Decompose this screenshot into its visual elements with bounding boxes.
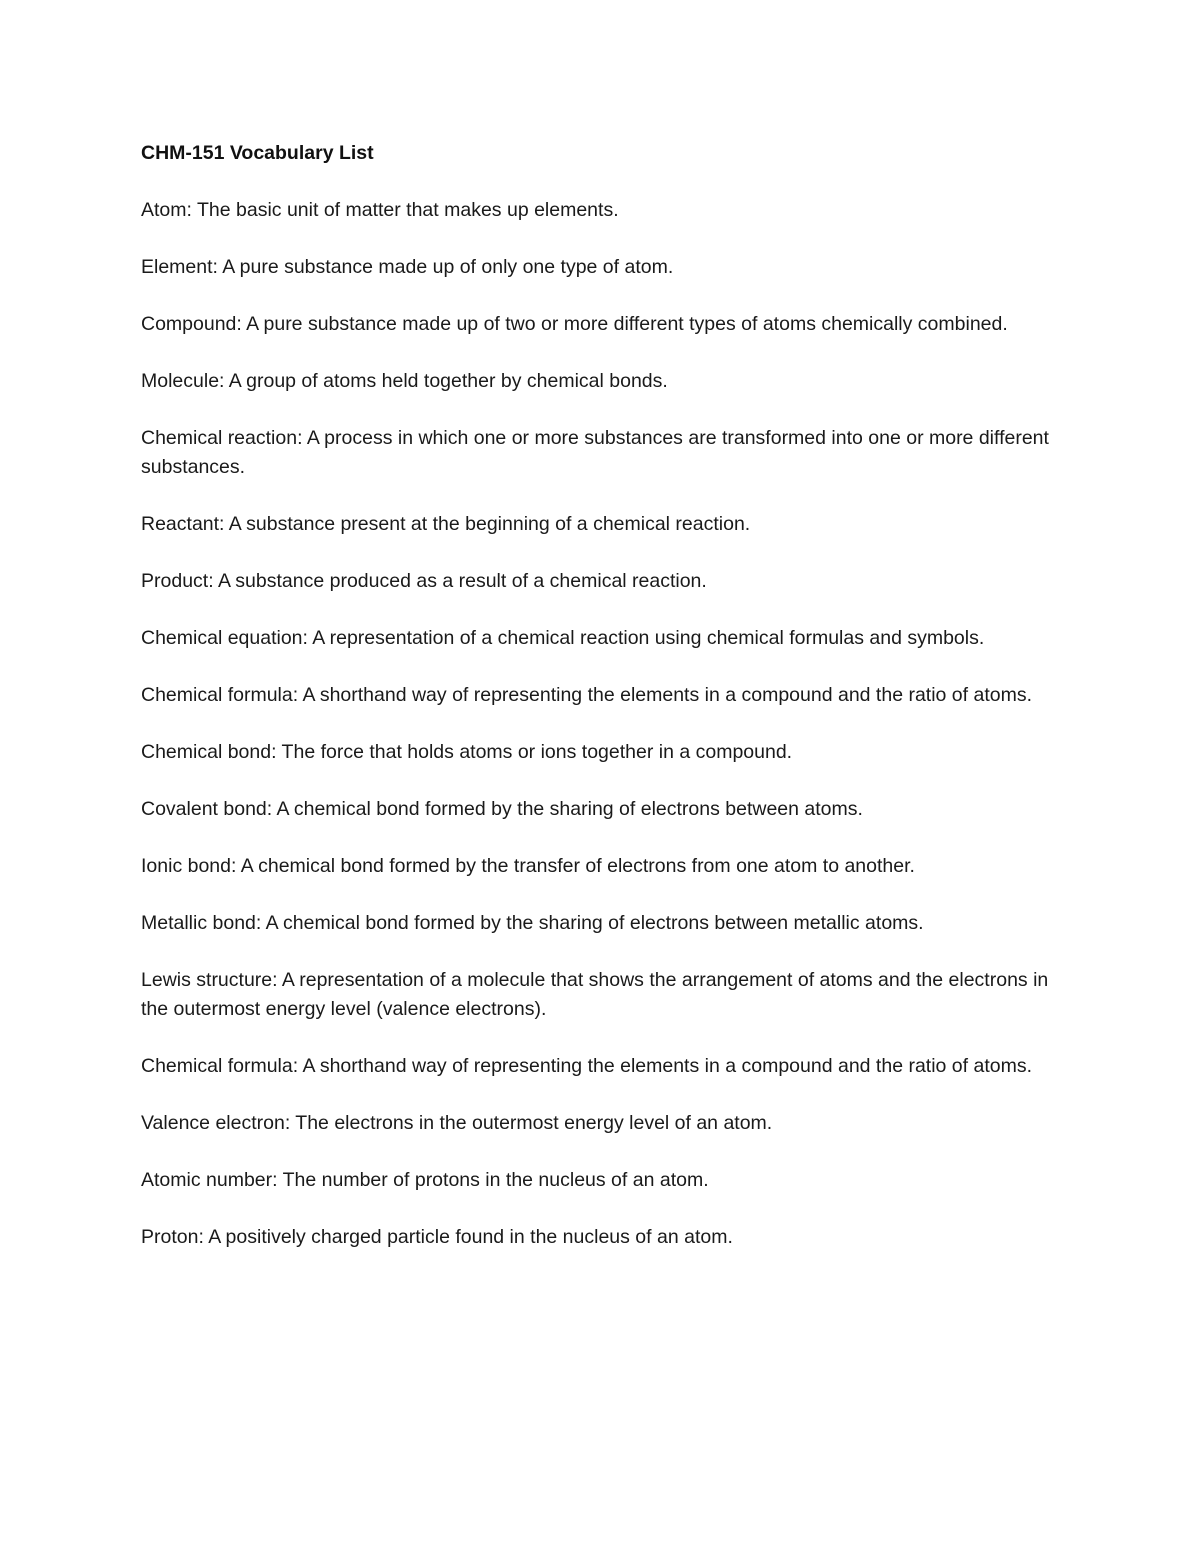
vocabulary-entry: Metallic bond: A chemical bond formed by the sharing of electrons between metallic atoms.	[141, 912, 924, 934]
vocabulary-entry: Chemical formula: A shorthand way of representing the elements in a compound and the ratio of atoms.	[141, 1055, 1033, 1077]
vocabulary-entry: Compound: A pure substance made up of two or more different types of atoms chemically combined.	[141, 313, 1008, 335]
vocabulary-entry: Element: A pure substance made up of only one type of atom.	[141, 256, 674, 278]
vocabulary-entry: Reactant: A substance present at the beginning of a chemical reaction.	[141, 513, 751, 535]
document-title: CHM-151 Vocabulary List	[141, 142, 374, 164]
vocabulary-entry: Chemical equation: A representation of a chemical reaction using chemical formulas and symbols.	[141, 627, 985, 649]
vocabulary-entry: Chemical bond: The force that holds atoms or ions together in a compound.	[141, 741, 793, 763]
vocabulary-entry: Ionic bond: A chemical bond formed by the transfer of electrons from one atom to another.	[141, 855, 915, 877]
vocabulary-entry: Lewis structure: A representation of a molecule that shows the arrangement of atoms and the electrons in the outermost energy level (valence electrons).	[141, 969, 1049, 1020]
vocabulary-entry: Chemical formula: A shorthand way of representing the elements in a compound and the ratio of atoms.	[141, 684, 1033, 706]
vocabulary-entry: Proton: A positively charged particle found in the nucleus of an atom.	[141, 1226, 733, 1248]
vocabulary-entry: Molecule: A group of atoms held together by chemical bonds.	[141, 370, 668, 392]
vocabulary-entry: Atomic number: The number of protons in the nucleus of an atom.	[141, 1169, 709, 1191]
vocabulary-entry: Chemical reaction: A process in which one or more substances are transformed into one or more different substances.	[141, 427, 1049, 478]
document-body	[141, 139, 1066, 1252]
vocabulary-entry: Atom: The basic unit of matter that makes up elements.	[141, 199, 619, 221]
vocabulary-entry: Product: A substance produced as a result of a chemical reaction.	[141, 570, 707, 592]
vocabulary-entry: Valence electron: The electrons in the outermost energy level of an atom.	[141, 1112, 773, 1134]
vocabulary-entry: Covalent bond: A chemical bond formed by the sharing of electrons between atoms.	[141, 798, 863, 820]
